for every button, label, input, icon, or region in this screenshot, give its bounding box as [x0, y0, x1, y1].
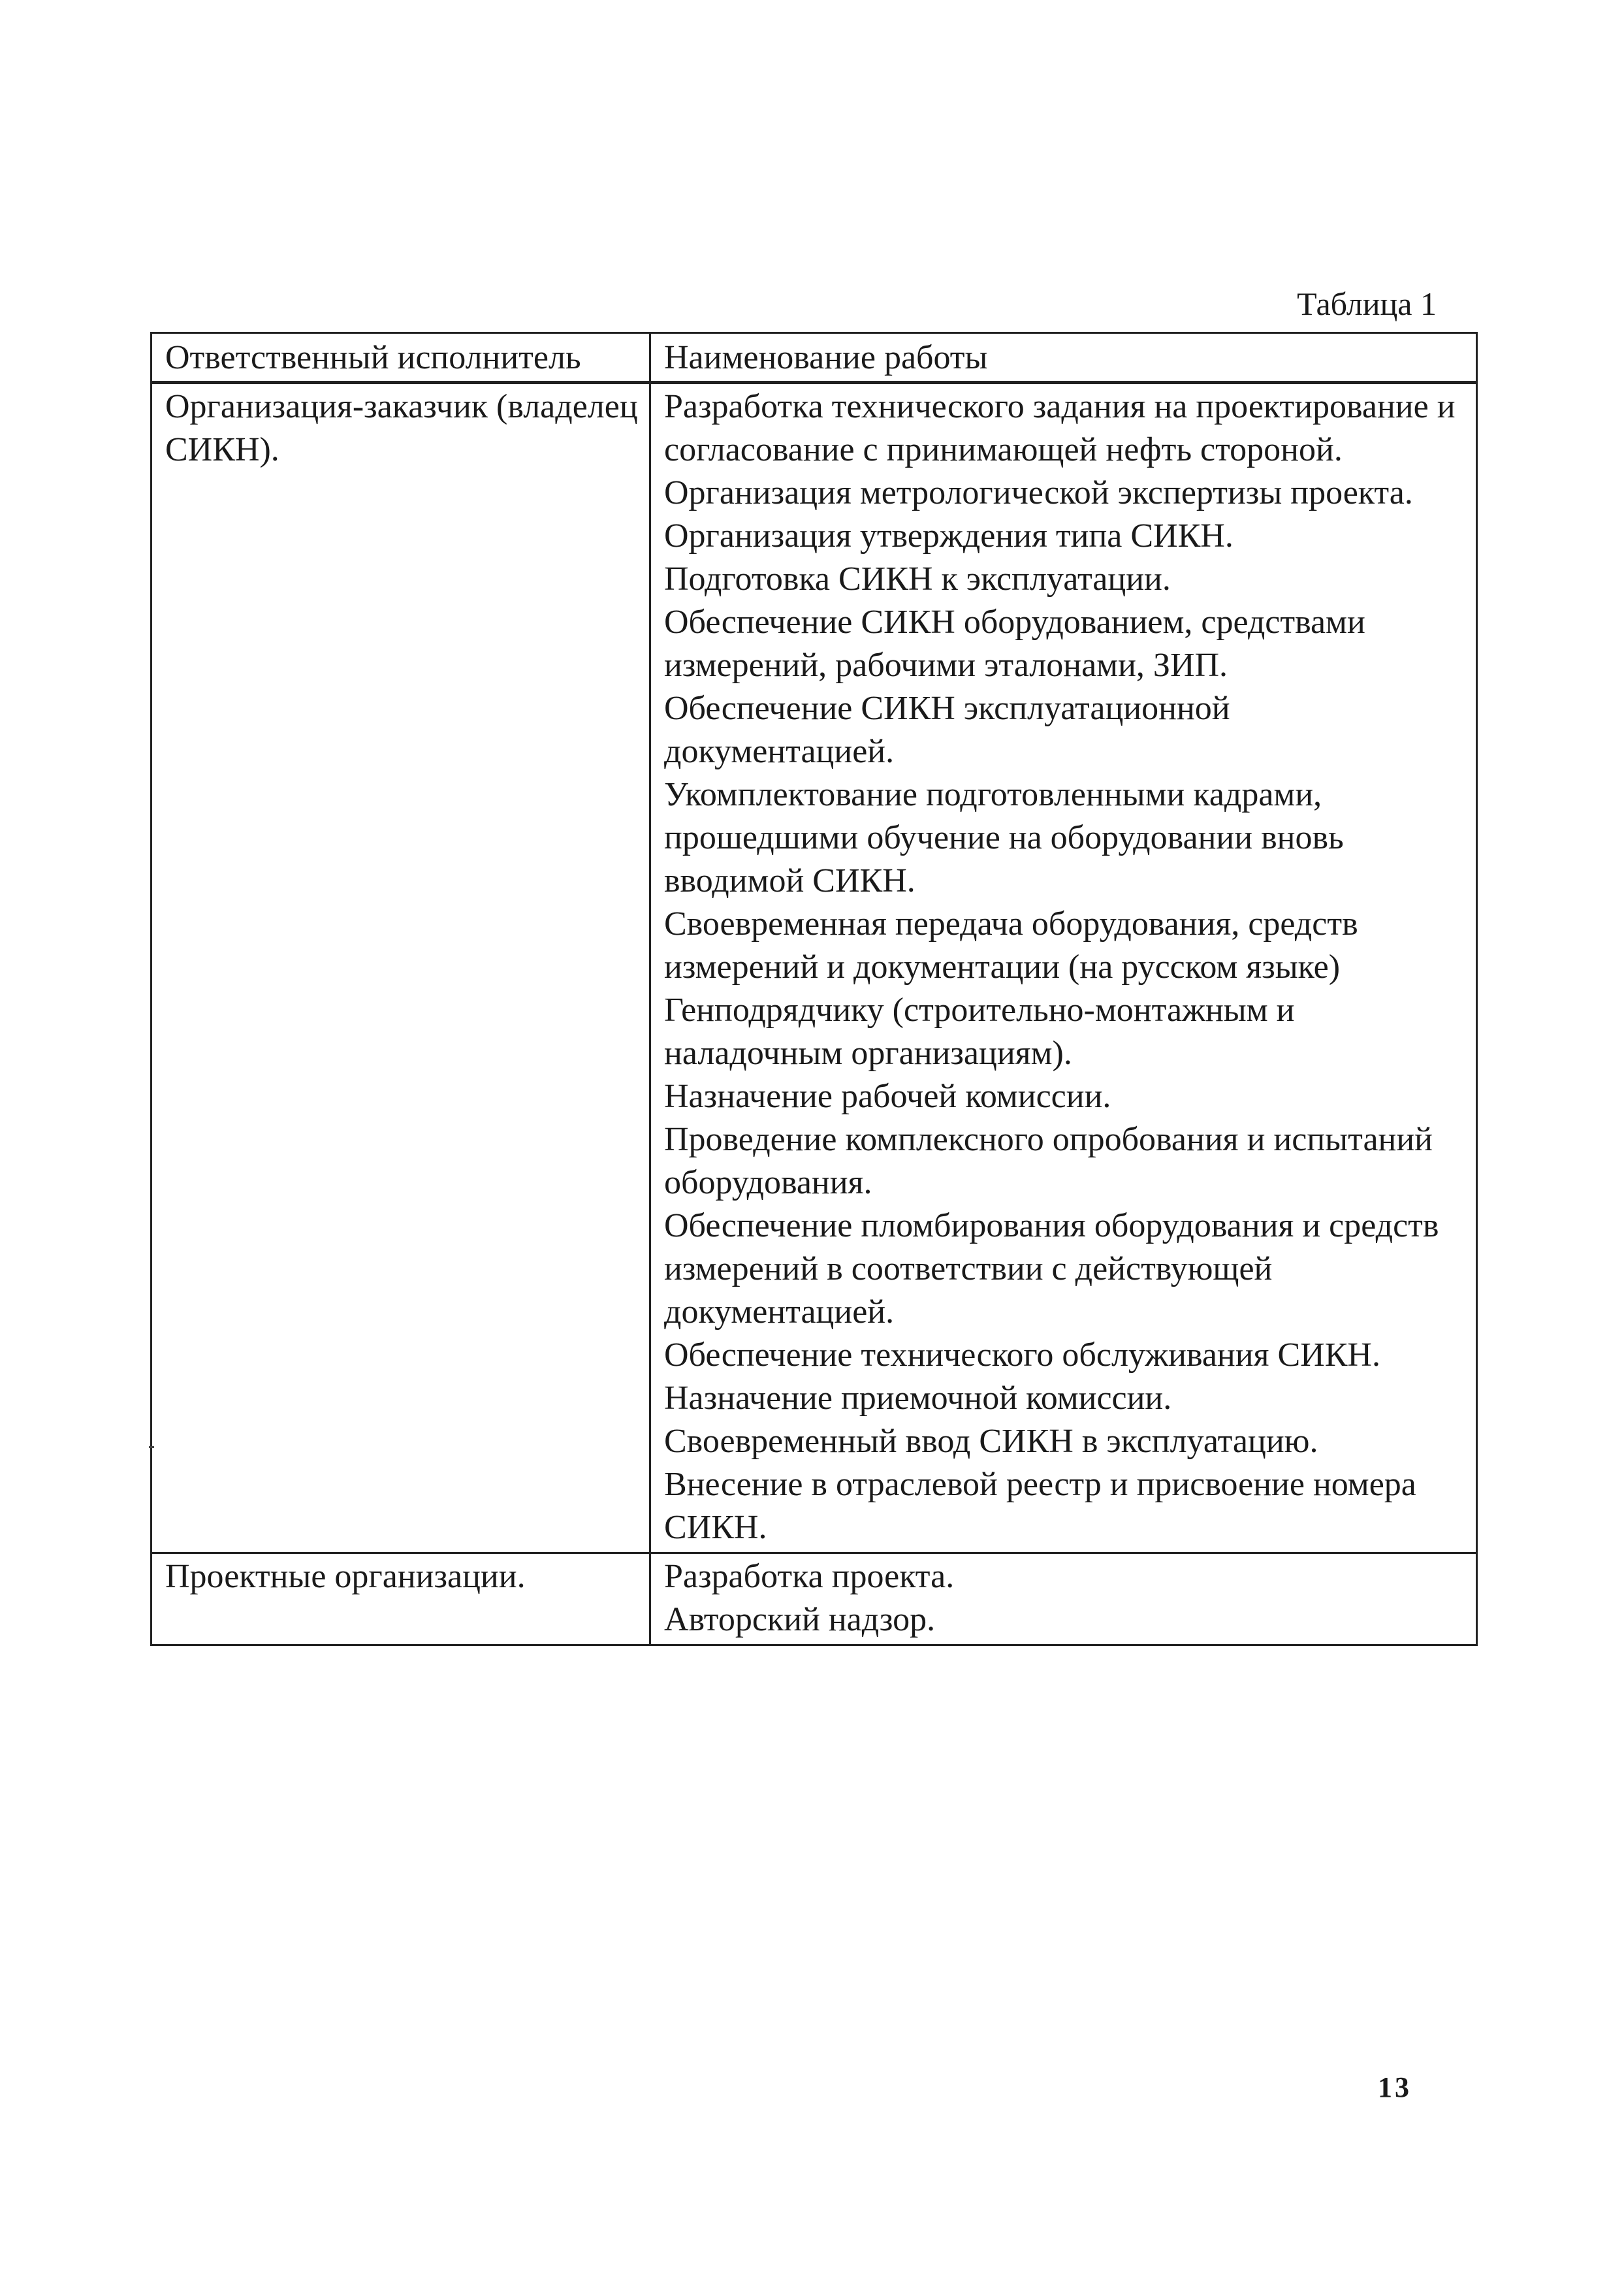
work-item: Обеспечение СИКН оборудованием, средствами измерений, рабочими эталонами, ЗИП.: [664, 604, 1365, 684]
header-executor: Ответственный исполнитель: [151, 333, 650, 383]
work-item: Обеспечение пломбирования оборудования и средств измерений в соответствии с действующей документацией.: [664, 1207, 1439, 1331]
work-item: Внесение в отраслевой реестр и присвоение номера СИКН.: [664, 1466, 1416, 1546]
table-caption: Таблица 1: [1297, 285, 1437, 322]
work-item: Организация метрологической экспертизы проекта.: [664, 474, 1413, 511]
table-row: [151, 1553, 1477, 1645]
work-item: Разработка технического задания на проектирование и согласование с принимающей нефть стороной.: [664, 388, 1456, 468]
header-work: Наименование работы: [650, 333, 1477, 383]
work-item: Разработка проекта.: [664, 1558, 955, 1595]
work-item: Назначение рабочей комиссии.: [664, 1078, 1111, 1115]
work-item: Подготовка СИКН к эксплуатации.: [664, 560, 1171, 598]
work-item: Авторский надзор.: [664, 1601, 936, 1638]
work-item: Организация утверждения типа СИКН.: [664, 517, 1234, 555]
executor-cell: Проектные организации.: [151, 1553, 650, 1645]
works-cell: [650, 383, 1477, 1553]
table-row: [151, 383, 1477, 1553]
responsibility-table: [150, 332, 1478, 1646]
work-item: Назначение приемочной комиссии.: [664, 1380, 1172, 1417]
work-item: Своевременная передача оборудования, средств измерений и документации (на русском языке) Генподрядчику (строительно-монтажным и наладочным организациям).: [664, 905, 1358, 1072]
table-header-row: [151, 333, 1477, 383]
work-item: Своевременный ввод СИКН в эксплуатацию.: [664, 1423, 1318, 1460]
works-cell: [650, 1553, 1477, 1645]
work-item: Укомплектование подготовленными кадрами, прошедшими обучение на оборудовании вновь вводимой СИКН.: [664, 776, 1344, 899]
margin-mark: [149, 1446, 154, 1448]
executor-cell: Организация-заказчик (владелец СИКН).: [151, 383, 650, 1553]
work-item: Проведение комплексного опробования и испытаний оборудования.: [664, 1121, 1433, 1201]
page-number: 13: [1378, 2071, 1412, 2103]
work-item: Обеспечение СИКН эксплуатационной документацией.: [664, 690, 1230, 770]
work-item: Обеспечение технического обслуживания СИКН.: [664, 1336, 1380, 1374]
